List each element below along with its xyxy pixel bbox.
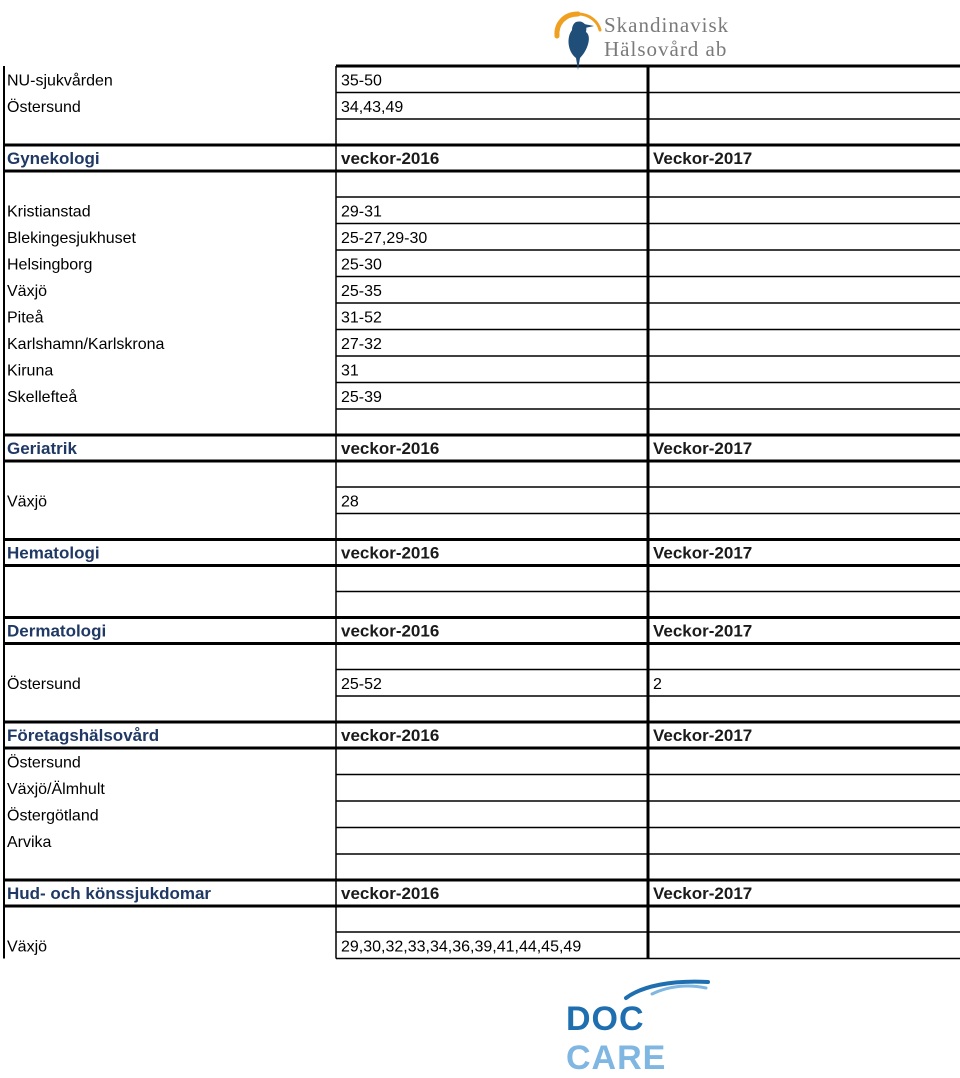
cell-name: Östersund [7, 754, 81, 772]
cell-name: Östersund [7, 99, 81, 116]
section-header-weeks-2017: Veckor-2017 [653, 726, 753, 745]
doc-care-wordmark [566, 1000, 751, 1078]
section-header-name: Företagshälsovård [7, 726, 160, 745]
cell-weeks-2016: 25-27,29-30 [341, 230, 428, 247]
bird-logo-icon [552, 6, 604, 74]
cell-weeks-2016: 29,30,32,33,34,36,39,41,44,45,49 [341, 938, 582, 956]
cell-weeks-2016: 25-35 [341, 283, 382, 300]
section-header-weeks-2017: Veckor-2017 [653, 149, 753, 168]
section-header-weeks-2016: veckor-2016 [341, 621, 440, 641]
section-header-weeks-2017: Veckor-2017 [653, 439, 753, 458]
cell-name: Kristianstad [7, 203, 91, 221]
cell-name: Piteå [7, 309, 44, 327]
doc-text: DOC [566, 1000, 645, 1038]
cell-name: Växjö [7, 493, 48, 511]
doc-care-logo [566, 976, 751, 1077]
section-header-name: Hematologi [7, 543, 100, 563]
cell-weeks-2016: 25-39 [341, 389, 382, 406]
cell-name: Växjö [7, 938, 48, 956]
cell-weeks-2016: 25-52 [341, 676, 382, 693]
cell-name: NU-sjukvården [7, 72, 113, 90]
section-header-weeks-2016: veckor-2016 [341, 149, 440, 168]
cell-weeks-2016: 31-52 [341, 309, 382, 327]
cell-weeks-2016: 35-50 [341, 72, 382, 90]
cell-weeks-2016: 25-30 [341, 256, 382, 274]
section-header-name: Dermatologi [7, 621, 107, 641]
section-header-name: Geriatrik [7, 439, 77, 458]
cell-name: Karlshamn/Karlskrona [7, 336, 165, 353]
cell-name: Arvika [7, 834, 52, 851]
skandinavisk-halsovard-logo [552, 6, 762, 74]
section-header-weeks-2017: Veckor-2017 [653, 543, 753, 563]
cell-weeks-2016: 27-32 [341, 336, 382, 353]
cell-weeks-2016: 29-31 [341, 203, 382, 221]
cell-name: Växjö [7, 283, 48, 300]
company-name-line2: Hälsovård ab [604, 37, 728, 61]
section-header-weeks-2016: veckor-2016 [341, 884, 440, 903]
swoosh-icon [622, 976, 712, 1002]
cell-weeks-2016: 28 [341, 493, 359, 511]
cell-name: Växjö/Älmhult [7, 781, 105, 798]
care-text: CARE [566, 1039, 667, 1077]
cell-weeks-2017: 2 [653, 676, 662, 693]
section-header-weeks-2016: veckor-2016 [341, 543, 440, 563]
cell-weeks-2016: 34,43,49 [341, 99, 404, 116]
cell-name: Östergötland [7, 807, 99, 825]
section-header-name: Hud- och könssjukdomar [7, 884, 212, 903]
cell-name: Kiruna [7, 362, 54, 380]
section-header-weeks-2016: veckor-2016 [341, 726, 440, 745]
cell-name: Helsingborg [7, 256, 93, 274]
section-header-weeks-2017: Veckor-2017 [653, 621, 753, 641]
section-header-name: Gynekologi [7, 149, 100, 168]
cell-name: Skellefteå [7, 389, 78, 406]
company-name-line1: Skandinavisk [604, 13, 730, 37]
section-header-weeks-2017: Veckor-2017 [653, 884, 753, 903]
cell-name: Östersund [7, 676, 81, 693]
section-header-weeks-2016: veckor-2016 [341, 439, 440, 458]
cell-weeks-2016: 31 [341, 362, 359, 380]
cell-name: Blekingesjukhuset [7, 230, 136, 247]
